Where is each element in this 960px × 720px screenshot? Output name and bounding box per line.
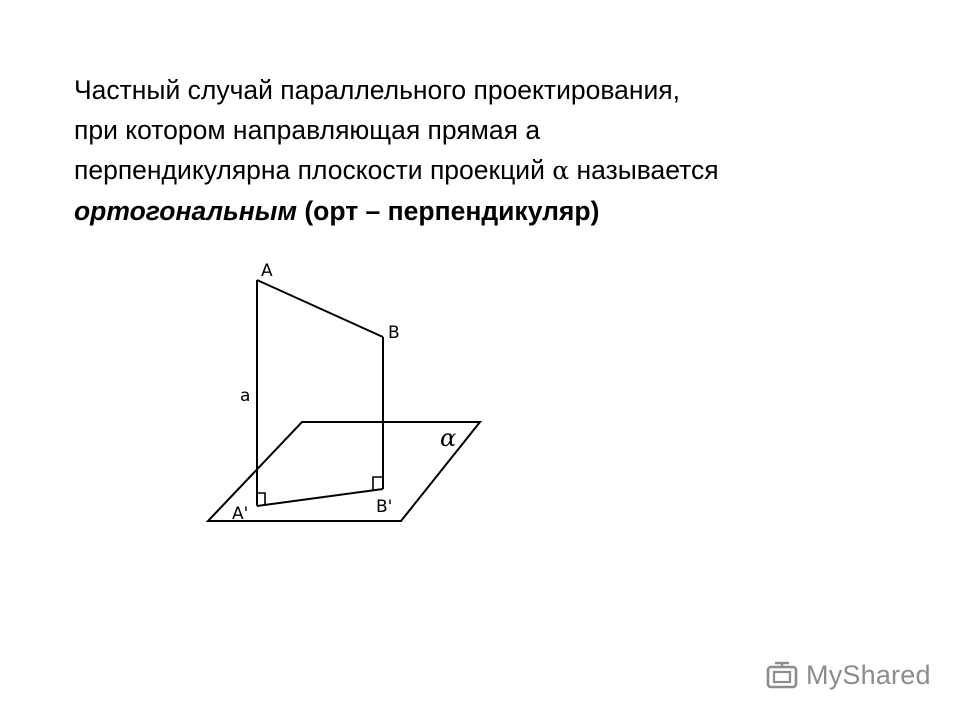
right-angle-mark-a xyxy=(257,493,265,505)
label-point-a-projection: A' xyxy=(232,504,249,524)
right-angle-mark-b xyxy=(373,477,383,490)
label-plane-alpha: α xyxy=(440,424,457,452)
label-point-b: B xyxy=(388,323,400,343)
term-orthogonal: ортогональным xyxy=(74,196,297,226)
watermark-text: MyShared xyxy=(806,659,931,690)
text-line-2: при котором направляющая прямая а xyxy=(74,115,541,145)
segment-a-b-projection xyxy=(257,489,383,506)
term-explanation: (орт – перпендикуляр) xyxy=(296,196,600,226)
segment-ab xyxy=(257,280,383,337)
text-line-3-start: перпендикулярна плоскости проекций xyxy=(74,155,553,185)
text-line-3-end: называется xyxy=(569,155,719,185)
label-line-a: a xyxy=(240,386,251,406)
text-line-1: Частный случай параллельного проектирования, xyxy=(74,75,681,105)
alpha-symbol: α xyxy=(552,156,570,185)
mortarboard-icon xyxy=(766,660,800,690)
mysahred-watermark xyxy=(766,656,931,694)
label-point-a: A xyxy=(261,261,273,281)
label-point-b-projection: B' xyxy=(376,497,393,517)
